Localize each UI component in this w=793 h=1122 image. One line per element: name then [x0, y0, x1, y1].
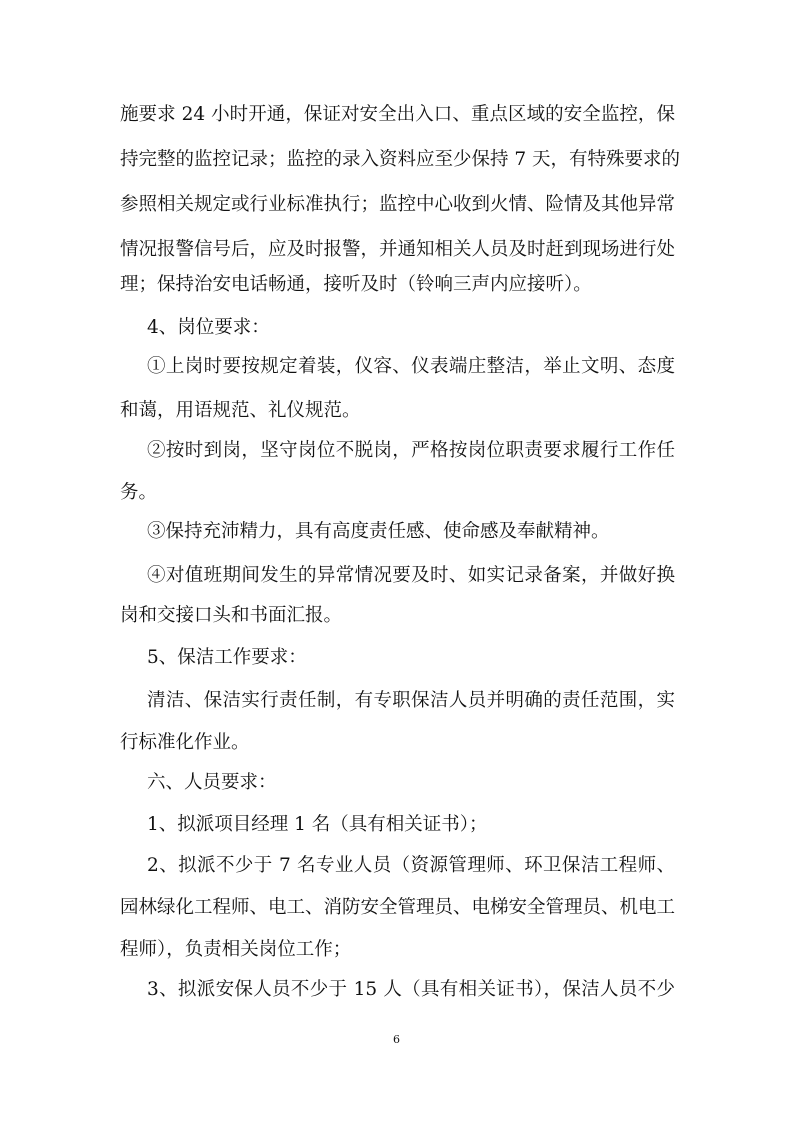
text-line: 清洁、保洁实行责任制，有专职保洁人员并明确的责任范围，实: [147, 690, 675, 711]
text-line: 情况报警信号后，应及时报警，并通知相关人员及时赶到现场进行处: [120, 239, 676, 260]
text-line: 行标准化作业。: [120, 732, 250, 753]
section-heading: 5、保洁工作要求：: [147, 647, 307, 668]
text-line: ①上岗时要按规定着装，仪容、仪表端庄整洁，举止文明、态度: [147, 356, 675, 377]
section-heading: 4、岗位要求：: [147, 317, 270, 338]
text-line: 持完整的监控记录；监控的录入资料应至少保持 7 天，有特殊要求的: [120, 149, 681, 170]
text-line: 2、拟派不少于 7 名专业人员（资源管理师、环卫保洁工程师、: [147, 855, 675, 876]
text-line: ②按时到岗，坚守岗位不脱岗，严格按岗位职责要求履行工作任: [147, 440, 675, 461]
text-line: ④对值班期间发生的异常情况要及时、如实记录备案，并做好换: [147, 565, 675, 586]
text-line: 参照相关规定或行业标准执行；监控中心收到火情、险情及其他异常: [120, 194, 676, 215]
text-line: 1、拟派项目经理 1 名（具有相关证书）；: [147, 814, 488, 835]
text-line: 岗和交接口头和书面汇报。: [120, 605, 343, 626]
text-line: 施要求 24 小时开通，保证对安全出入口、重点区域的安全监控，保: [120, 104, 675, 125]
section-heading: 六、人员要求：: [147, 772, 277, 793]
text-line: 务。: [120, 482, 158, 503]
text-line: 程师），负责相关岗位工作；: [120, 939, 352, 960]
text-line: 理；保持治安电话畅通，接听及时（铃响三声内应接听）。: [120, 274, 592, 295]
text-line: 园林绿化工程师、电工、消防安全管理员、电梯安全管理员、机电工: [120, 897, 676, 918]
text-line: 和蔼，用语规范、礼仪规范。: [120, 400, 361, 421]
text-line: ③保持充沛精力，具有高度责任感、使命感及奉献精神。: [147, 521, 610, 542]
text-line: 3、拟派安保人员不少于 15 人（具有相关证书），保洁人员不少: [147, 979, 675, 1000]
page-number: 6: [393, 1033, 400, 1046]
